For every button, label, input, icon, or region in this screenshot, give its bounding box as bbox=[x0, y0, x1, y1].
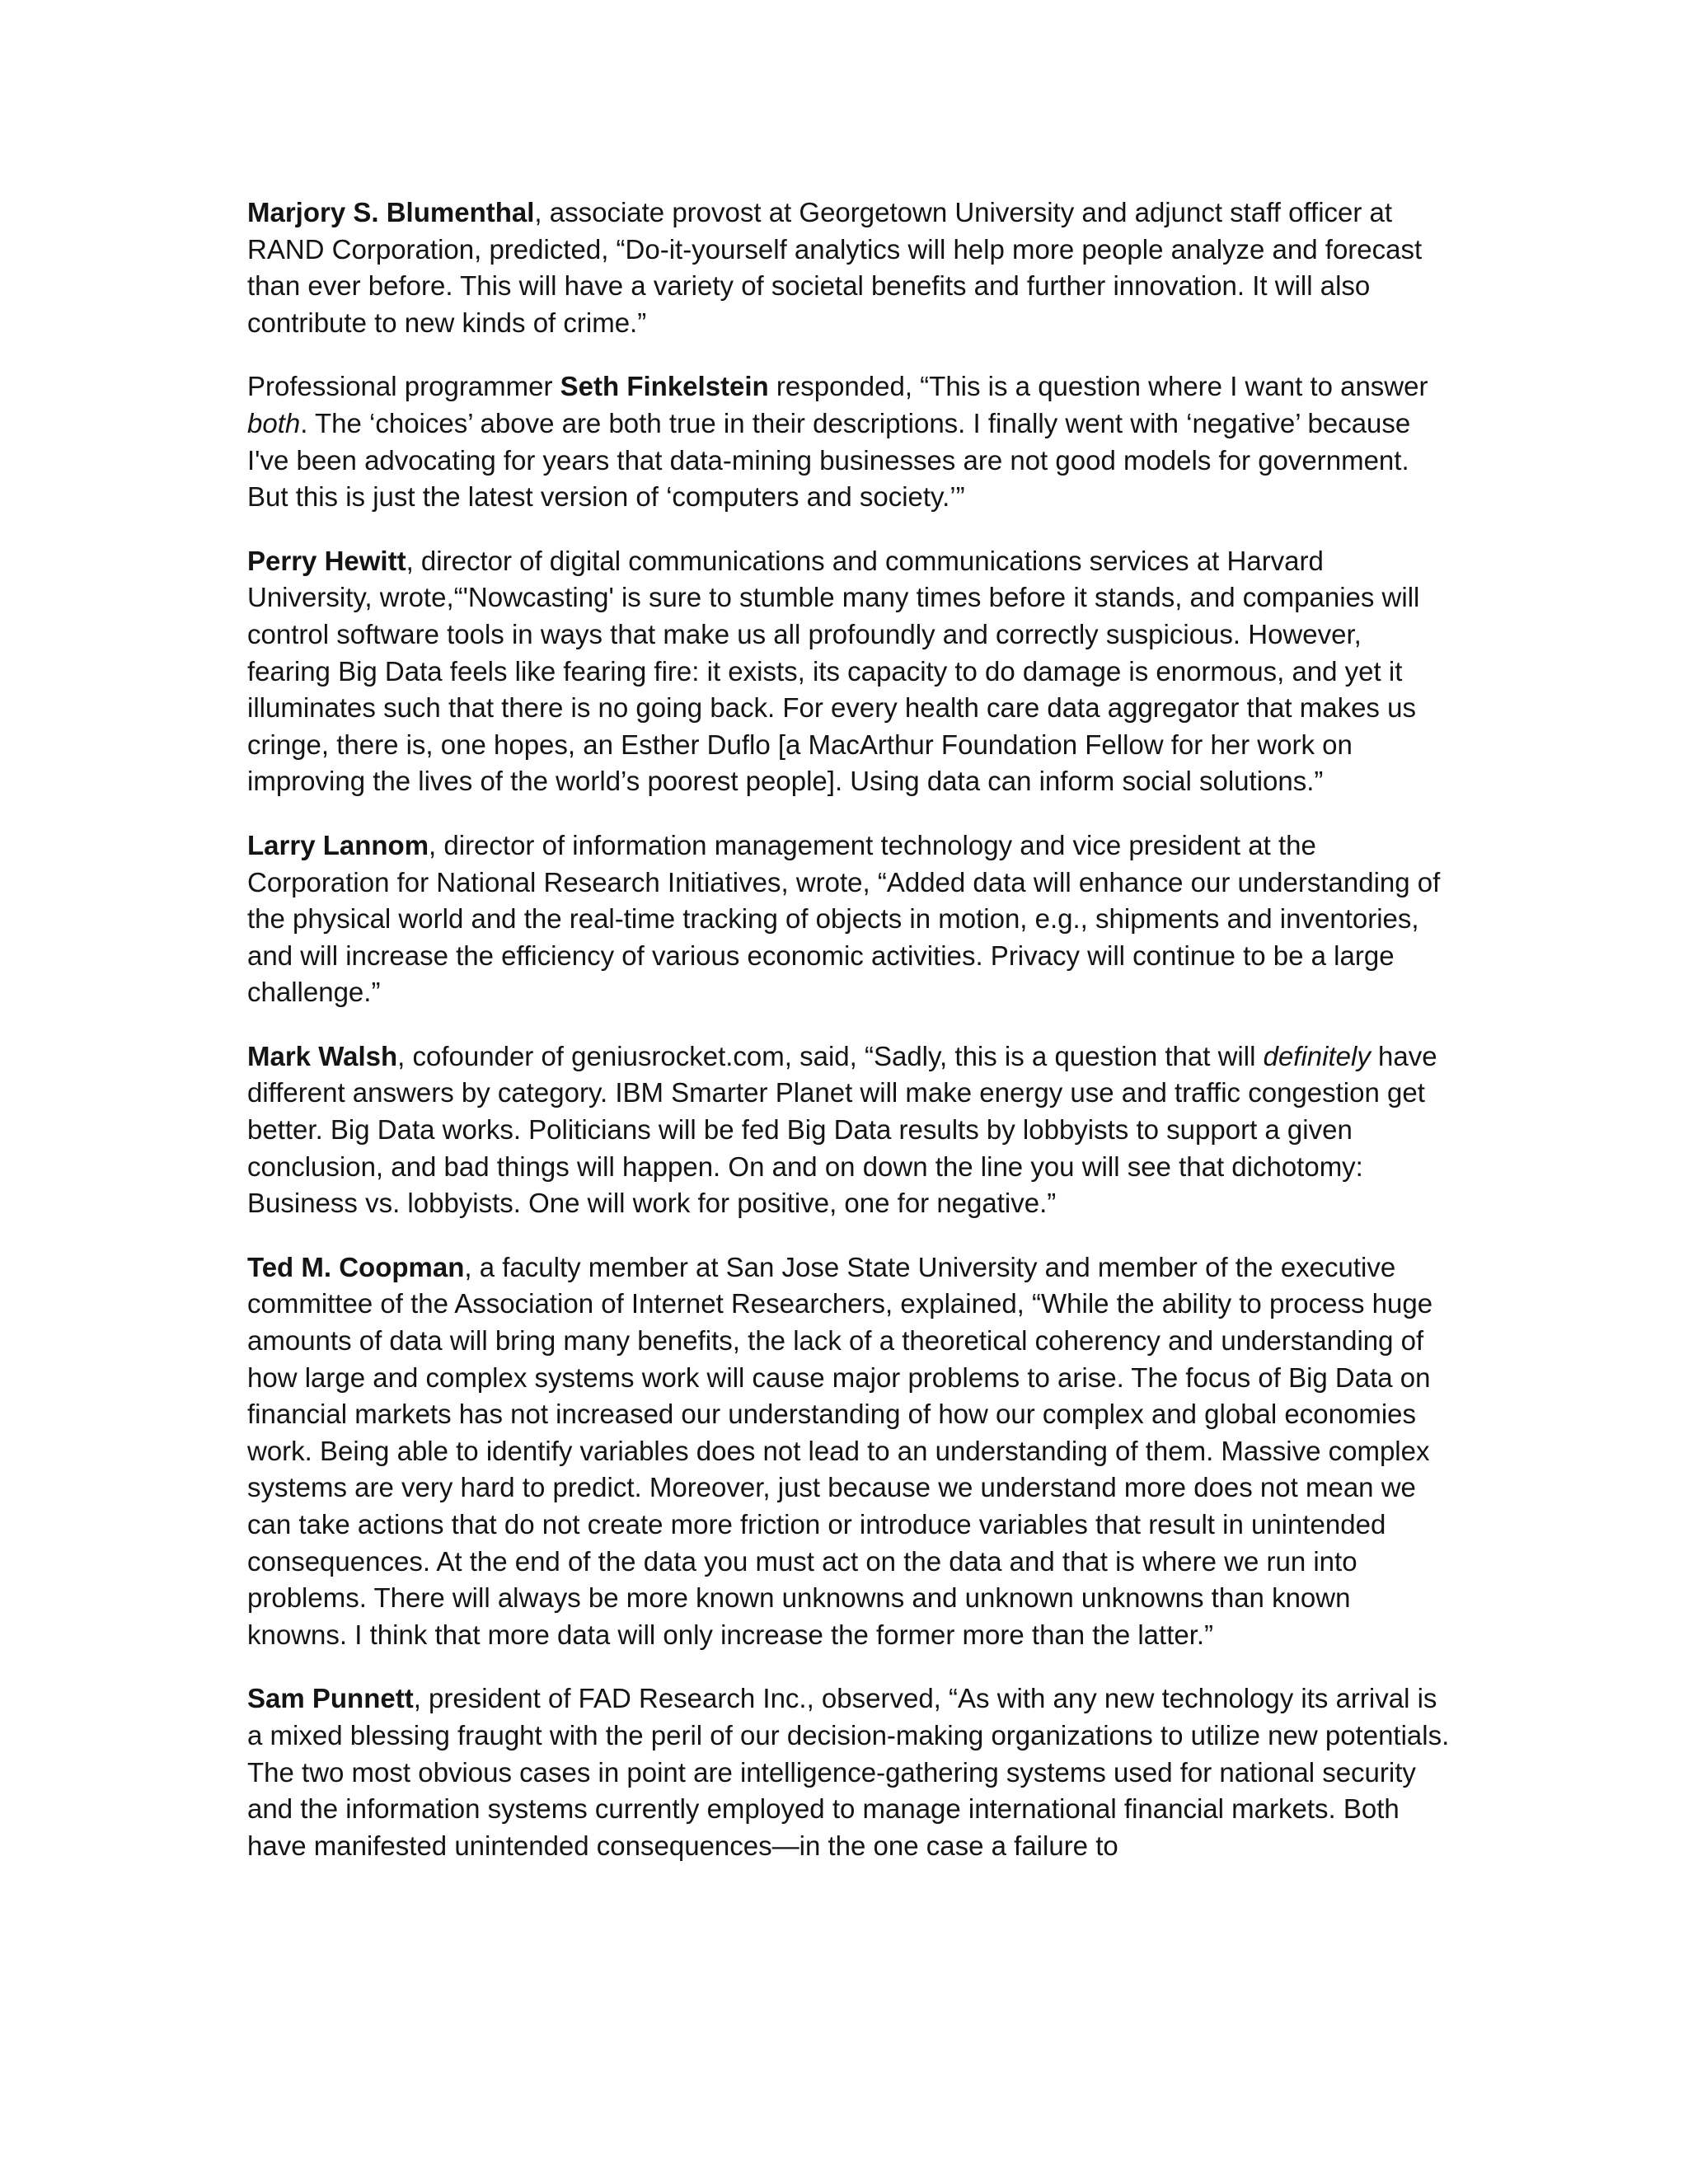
paragraph-walsh bbox=[247, 1038, 1451, 1222]
speaker-name: Ted M. Coopman bbox=[247, 1251, 465, 1282]
paragraph-text: , a faculty member at San Jose State University and member of the executive committee of the Association of Internet Researchers, explained, “While the ability to process huge amounts of data will bring many benefits, the lack of a theoretical coherency and understanding of how large and complex systems work will cause major problems to arise. The focus of Big Data on financial markets has not increased our understanding of how our complex and global economies work. Being able to identify variables does not lead to an understanding of them. Massive complex systems are very hard to predict. Moreover, just because we understand more does not mean we can take actions that do not create more friction or introduce variables that result in unintended consequences. At the end of the data you must act on the data and that is where we run into problems. There will always be more known unknowns and unknown unknowns than known knowns. I think that more data will only increase the former more than the latter.” bbox=[247, 1251, 1433, 1650]
speaker-name: Perry Hewitt bbox=[247, 545, 406, 576]
paragraph-text: responded, “This is a question where I want to answer bbox=[768, 371, 1428, 402]
document-page bbox=[247, 194, 1451, 1891]
paragraph-hewitt bbox=[247, 543, 1451, 800]
speaker-name: Marjory S. Blumenthal bbox=[247, 197, 535, 227]
paragraph-text: , cofounder of geniusrocket.com, said, “Sadly, this is a question that will bbox=[397, 1040, 1264, 1071]
paragraph-blumenthal bbox=[247, 194, 1451, 341]
paragraph-text: . The ‘choices’ above are both true in their descriptions. I finally went with ‘negative’ because I've been advocating for years that data-mining businesses are not good models for government. But this is just the latest version of ‘computers and society.’” bbox=[247, 407, 1411, 513]
paragraph-text: Professional programmer bbox=[247, 371, 560, 402]
speaker-name: Larry Lannom bbox=[247, 829, 429, 860]
paragraph-finkelstein bbox=[247, 368, 1451, 515]
paragraph-text: have different answers by category. IBM Smarter Planet will make energy use and traffic congestion get better. Big Data works. Politicians will be fed Big Data results by lobbyists to support a given conclusion, and bad things will happen. On and on down the line you will see that dichotomy: Business vs. lobbyists. One will work for positive, one for negative.” bbox=[247, 1040, 1437, 1219]
speaker-name: Mark Walsh bbox=[247, 1040, 398, 1071]
emphasis-text: definitely bbox=[1263, 1040, 1371, 1071]
paragraph-text: , president of FAD Research Inc., observed, “As with any new technology its arrival is a mixed blessing fraught with the peril of our decision-making organizations to utilize new potentials. The two most obvious cases in point are intelligence-gathering systems used for national security and the information systems currently employed to manage international financial markets. Both have manifested unintended consequences—in the one case a failure to bbox=[247, 1683, 1450, 1861]
paragraph-text: , director of information management technology and vice president at the Corporation for National Research Initiatives, wrote, “Added data will enhance our understanding of the physical world and the real-time tracking of objects in motion, e.g., shipments and inventories, and will increase the efficiency of various economic activities. Privacy will continue to be a large challenge.” bbox=[247, 829, 1441, 1008]
paragraph-punnett bbox=[247, 1680, 1451, 1864]
paragraph-lannom bbox=[247, 827, 1451, 1011]
speaker-name: Seth Finkelstein bbox=[560, 371, 769, 402]
paragraph-text: , director of digital communications and communications services at Harvard University, wrote,“'Nowcasting' is sure to stumble many times before it stands, and companies will control software tools in ways that make us all profoundly and correctly suspicious. However, fearing Big Data feels like fearing fire: it exists, its capacity to do damage is enormous, and yet it illuminates such that there is no going back. For every health care data aggregator that makes us cringe, there is, one hopes, an Esther Duflo [a MacArthur Foundation Fellow for her work on improving the lives of the world’s poorest people]. Using data can inform social solutions.” bbox=[247, 545, 1420, 797]
paragraph-coopman bbox=[247, 1249, 1451, 1654]
emphasis-text: both bbox=[247, 407, 301, 438]
paragraph-text: , associate provost at Georgetown University and adjunct staff officer at RAND Corporation, predicted, “Do-it-yourself analytics will help more people analyze and forecast than ever before. This will have a variety of societal benefits and further innovation. It will also contribute to new kinds of crime.” bbox=[247, 197, 1423, 338]
speaker-name: Sam Punnett bbox=[247, 1683, 414, 1714]
